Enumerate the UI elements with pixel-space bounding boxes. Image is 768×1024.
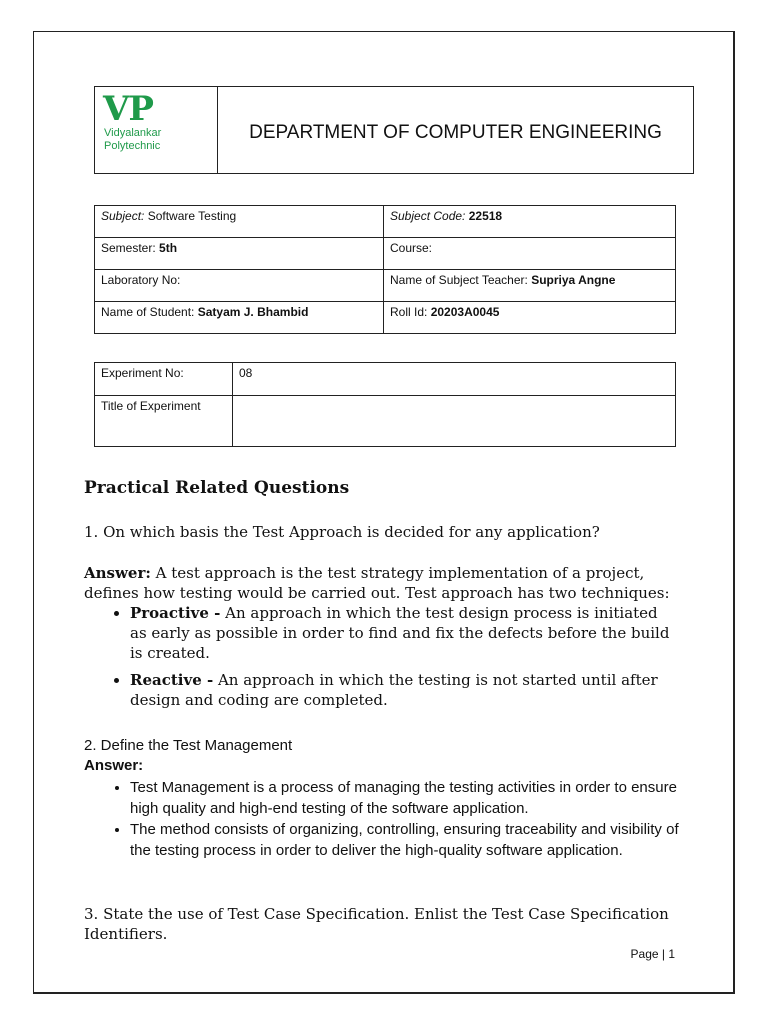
logo-line-1: Vidyalankar bbox=[104, 127, 162, 139]
roll-cell bbox=[384, 302, 676, 334]
list-item: • The method consists of organizing, controlling, ensuring traceability and visibility of the testing process in order to deliver the high-quality software application. bbox=[130, 819, 684, 861]
lab-label: Laboratory No: bbox=[101, 273, 181, 287]
answer-1-list bbox=[84, 603, 674, 710]
table-row bbox=[95, 363, 676, 396]
question-3: 3. State the use of Test Case Specification. Enlist the Test Case Specification Identifiers. bbox=[84, 905, 669, 943]
list-item bbox=[130, 603, 674, 663]
answer-1 bbox=[84, 563, 674, 717]
logo-line-2: Polytechnic bbox=[104, 140, 161, 152]
bullet-term: Reactive - bbox=[130, 671, 214, 689]
subject-code-label: Subject Code: bbox=[390, 209, 466, 223]
course-cell bbox=[384, 238, 676, 270]
answer-2-list bbox=[84, 777, 684, 861]
subject-code-value: 22518 bbox=[468, 209, 503, 223]
institution-logo bbox=[95, 87, 218, 173]
course-label: Course: bbox=[390, 241, 433, 255]
info-table bbox=[94, 205, 676, 334]
semester-cell bbox=[95, 238, 384, 270]
answer-1-intro bbox=[84, 563, 674, 603]
student-value: Satyam J. Bhambid bbox=[197, 305, 309, 319]
answer-label: Answer: bbox=[84, 757, 144, 774]
exp-title-value bbox=[233, 396, 676, 447]
bullet-term: Proactive - bbox=[130, 604, 221, 622]
semester-label: Semester: bbox=[101, 241, 156, 255]
logo-letters: VP bbox=[103, 89, 153, 129]
page-number: Page | 1 bbox=[630, 947, 675, 961]
answer-label: Answer: bbox=[84, 564, 151, 582]
bullet-text: An approach in which the test design process is initiated as early as possible in order to find and fix the defects before the build is created. bbox=[130, 604, 670, 662]
section-heading: Practical Related Questions bbox=[84, 478, 350, 498]
table-row bbox=[95, 270, 676, 302]
logo-text bbox=[104, 127, 161, 153]
teacher-value: Supriya Angne bbox=[531, 273, 616, 287]
question-2-block bbox=[84, 735, 684, 861]
table-row bbox=[95, 396, 676, 447]
exp-title-label: Title of Experiment bbox=[95, 396, 233, 447]
lab-cell bbox=[95, 270, 384, 302]
student-label: Name of Student: bbox=[101, 305, 195, 319]
department-title: DEPARTMENT OF COMPUTER ENGINEERING bbox=[249, 122, 662, 143]
answer-1-text: A test approach is the test strategy implementation of a project, defines how testing would be carried out. Test approach has two techniques: bbox=[84, 564, 670, 602]
student-cell bbox=[95, 302, 384, 334]
question-2: 2. Define the Test Management bbox=[84, 737, 293, 754]
document-header bbox=[94, 86, 694, 174]
table-row bbox=[95, 238, 676, 270]
question-1: 1. On which basis the Test Approach is decided for any application? bbox=[84, 523, 600, 541]
exp-no-label: Experiment No: bbox=[95, 363, 233, 396]
list-item: • Test Management is a process of managing the testing activities in order to ensure high quality and high-end testing of the software application. bbox=[130, 777, 684, 819]
roll-value: 20203A0045 bbox=[430, 305, 500, 319]
list-item bbox=[130, 670, 674, 710]
semester-value: 5th bbox=[159, 241, 178, 255]
roll-label: Roll Id: bbox=[390, 305, 428, 319]
subject-value: Software Testing bbox=[144, 209, 237, 223]
bullet-text: An approach in which the testing is not started until after design and coding are completed. bbox=[130, 671, 658, 709]
teacher-label: Name of Subject Teacher: bbox=[390, 273, 528, 287]
experiment-table bbox=[94, 362, 676, 447]
teacher-cell bbox=[384, 270, 676, 302]
exp-no-value: 08 bbox=[233, 363, 676, 396]
table-row bbox=[95, 206, 676, 238]
subject-label: Subject: bbox=[101, 209, 145, 223]
table-row bbox=[95, 302, 676, 334]
subject-code-cell bbox=[384, 206, 676, 238]
subject-cell bbox=[95, 206, 384, 238]
